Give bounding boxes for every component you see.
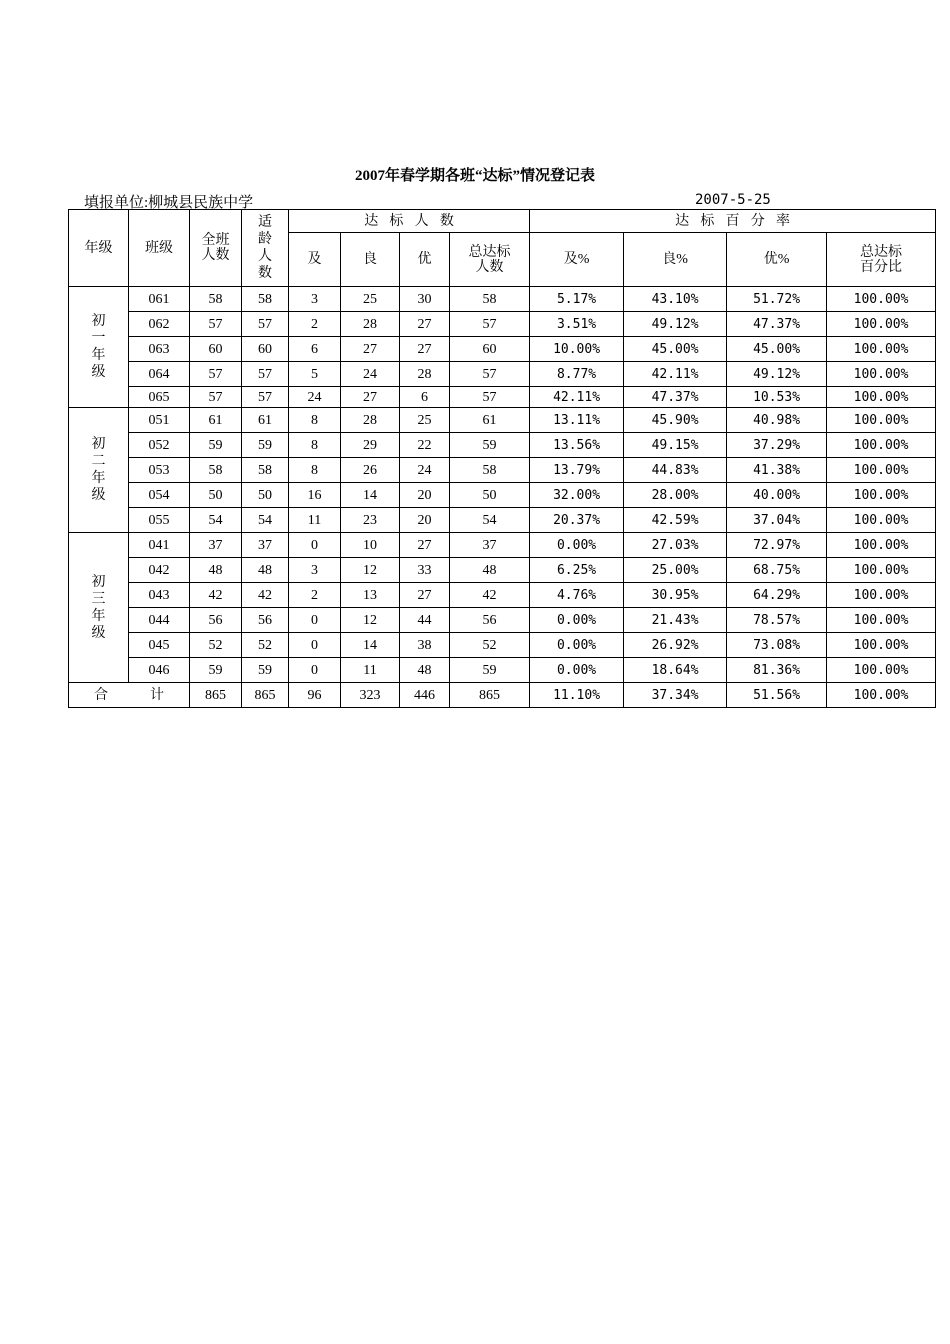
grade-char: 年: [91, 471, 106, 486]
pass-count-cell: 0: [289, 533, 341, 558]
total-row: [69, 683, 936, 708]
excellent-pct-cell: 78.57%: [727, 608, 827, 633]
header-count-char: 标: [389, 213, 415, 229]
total-qualified-cell: 57: [450, 387, 530, 408]
class-code-cell: 051: [129, 408, 190, 433]
good-pct-cell: 49.15%: [624, 433, 727, 458]
header-pass-pct: 及%: [530, 233, 624, 287]
sum-excellent-count-cell: 446: [400, 683, 450, 708]
excellent-pct-cell: 37.04%: [727, 508, 827, 533]
grade-char: 初: [91, 314, 106, 329]
excellent-count-cell: 27: [400, 312, 450, 337]
excellent-count-cell: 30: [400, 287, 450, 312]
excellent-count-cell: 28: [400, 362, 450, 387]
header-count-char: 达: [364, 213, 390, 229]
pass-pct-cell: 8.77%: [530, 362, 624, 387]
excellent-pct-cell: 40.98%: [727, 408, 827, 433]
age-students-cell: 59: [242, 658, 289, 683]
total-qualified-cell: 57: [450, 312, 530, 337]
age-students-cell: 57: [242, 387, 289, 408]
table-row: [69, 408, 936, 433]
sum-pass-count-cell: 96: [289, 683, 341, 708]
pass-count-cell: 0: [289, 633, 341, 658]
reporting-unit: 填报单位:柳城县民族中学: [84, 195, 254, 211]
pass-count-cell: 0: [289, 608, 341, 633]
age-students-cell: 37: [242, 533, 289, 558]
good-count-cell: 26: [341, 458, 400, 483]
header-age-char: 龄: [258, 232, 272, 247]
total-qualified-cell: 42: [450, 583, 530, 608]
header-count-char: 数: [439, 213, 454, 229]
good-pct-cell: 28.00%: [624, 483, 727, 508]
grade-char: 年: [91, 348, 106, 363]
excellent-pct-cell: 81.36%: [727, 658, 827, 683]
total-qualified-cell: 59: [450, 433, 530, 458]
pass-count-cell: 8: [289, 433, 341, 458]
good-count-cell: 10: [341, 533, 400, 558]
header-age-char: 数: [258, 266, 272, 281]
total-pct-cell: 100.00%: [827, 362, 936, 387]
age-students-cell: 57: [242, 312, 289, 337]
age-students-cell: 61: [242, 408, 289, 433]
table-row: [69, 608, 936, 633]
good-pct-cell: 21.43%: [624, 608, 727, 633]
excellent-count-cell: 25: [400, 408, 450, 433]
excellent-count-cell: 20: [400, 508, 450, 533]
class-code-cell: 053: [129, 458, 190, 483]
age-students-cell: 58: [242, 458, 289, 483]
total-pct-cell: 100.00%: [827, 483, 936, 508]
excellent-pct-cell: 68.75%: [727, 558, 827, 583]
pass-count-cell: 24: [289, 387, 341, 408]
class-code-cell: 062: [129, 312, 190, 337]
good-count-cell: 24: [341, 362, 400, 387]
class-code-cell: 042: [129, 558, 190, 583]
pass-count-cell: 8: [289, 458, 341, 483]
grade-cell: [69, 287, 129, 408]
pass-pct-cell: 32.00%: [530, 483, 624, 508]
table-row: [69, 287, 936, 312]
header-count-group: [289, 210, 530, 233]
total-students-cell: 59: [190, 433, 242, 458]
grade-char: 初: [91, 437, 106, 452]
total-pct-cell: 100.00%: [827, 658, 936, 683]
grade-char: 初: [91, 574, 106, 590]
header-total-pct: [827, 233, 936, 287]
pass-count-cell: 3: [289, 287, 341, 312]
total-qualified-cell: 57: [450, 362, 530, 387]
age-students-cell: 57: [242, 362, 289, 387]
header-total-students-line2: 人数: [201, 248, 230, 263]
excellent-pct-cell: 37.29%: [727, 433, 827, 458]
sum-age-students-cell: 865: [242, 683, 289, 708]
pass-count-cell: 6: [289, 337, 341, 362]
pass-count-cell: 0: [289, 658, 341, 683]
good-pct-cell: 49.12%: [624, 312, 727, 337]
table-row: [69, 558, 936, 583]
grade-char: 三: [91, 591, 106, 607]
excellent-pct-cell: 73.08%: [727, 633, 827, 658]
good-count-cell: 14: [341, 633, 400, 658]
pass-pct-cell: 13.11%: [530, 408, 624, 433]
class-code-cell: 045: [129, 633, 190, 658]
excellent-pct-cell: 72.97%: [727, 533, 827, 558]
good-count-cell: 28: [341, 408, 400, 433]
header-row-1: [69, 210, 936, 233]
total-label: [69, 683, 190, 708]
header-pct-group: [530, 210, 936, 233]
total-students-cell: 54: [190, 508, 242, 533]
good-pct-cell: 30.95%: [624, 583, 727, 608]
total-pct-cell: 100.00%: [827, 633, 936, 658]
class-code-cell: 064: [129, 362, 190, 387]
good-pct-cell: 27.03%: [624, 533, 727, 558]
header-age-students: [242, 210, 289, 287]
class-code-cell: 061: [129, 287, 190, 312]
good-count-cell: 25: [341, 287, 400, 312]
class-code-cell: 054: [129, 483, 190, 508]
class-code-cell: 065: [129, 387, 190, 408]
total-qualified-cell: 52: [450, 633, 530, 658]
pass-count-cell: 3: [289, 558, 341, 583]
pass-count-cell: 11: [289, 508, 341, 533]
good-count-cell: 27: [341, 337, 400, 362]
pass-pct-cell: 13.79%: [530, 458, 624, 483]
header-pct-char: 分: [750, 213, 776, 229]
good-pct-cell: 42.59%: [624, 508, 727, 533]
header-excellent: 优: [400, 233, 450, 287]
age-students-cell: 50: [242, 483, 289, 508]
total-qualified-cell: 60: [450, 337, 530, 362]
pass-pct-cell: 42.11%: [530, 387, 624, 408]
pass-pct-cell: 5.17%: [530, 287, 624, 312]
pass-pct-cell: 4.76%: [530, 583, 624, 608]
pass-count-cell: 5: [289, 362, 341, 387]
good-count-cell: 14: [341, 483, 400, 508]
total-students-cell: 57: [190, 312, 242, 337]
excellent-pct-cell: 47.37%: [727, 312, 827, 337]
class-code-cell: 046: [129, 658, 190, 683]
good-count-cell: 12: [341, 558, 400, 583]
header-grade: 年级: [69, 210, 129, 287]
total-pct-cell: 100.00%: [827, 533, 936, 558]
pass-pct-cell: 3.51%: [530, 312, 624, 337]
excellent-count-cell: 27: [400, 583, 450, 608]
total-students-cell: 50: [190, 483, 242, 508]
good-count-cell: 11: [341, 658, 400, 683]
class-code-cell: 055: [129, 508, 190, 533]
header-age-char: 适: [258, 215, 272, 230]
header-pass: 及: [289, 233, 341, 287]
good-count-cell: 12: [341, 608, 400, 633]
excellent-count-cell: 44: [400, 608, 450, 633]
table-row: [69, 533, 936, 558]
good-pct-cell: 18.64%: [624, 658, 727, 683]
header-excellent-pct: 优%: [727, 233, 827, 287]
pass-pct-cell: 6.25%: [530, 558, 624, 583]
header-total-students: [190, 210, 242, 287]
sum-total-pct-cell: 100.00%: [827, 683, 936, 708]
pass-pct-cell: 0.00%: [530, 533, 624, 558]
grade-cell: [69, 533, 129, 683]
pass-pct-cell: 0.00%: [530, 658, 624, 683]
age-students-cell: 56: [242, 608, 289, 633]
total-qualified-cell: 48: [450, 558, 530, 583]
header-age-char: 人: [258, 249, 272, 264]
total-label-char: 合: [94, 687, 108, 703]
good-count-cell: 27: [341, 387, 400, 408]
total-qualified-cell: 58: [450, 458, 530, 483]
excellent-pct-cell: 64.29%: [727, 583, 827, 608]
total-students-cell: 37: [190, 533, 242, 558]
excellent-count-cell: 33: [400, 558, 450, 583]
total-qualified-cell: 58: [450, 287, 530, 312]
pass-count-cell: 2: [289, 312, 341, 337]
excellent-pct-cell: 41.38%: [727, 458, 827, 483]
class-code-cell: 044: [129, 608, 190, 633]
total-students-cell: 56: [190, 608, 242, 633]
table-row: [69, 312, 936, 337]
table-row: [69, 508, 936, 533]
total-students-cell: 61: [190, 408, 242, 433]
header-total-qualified-line2: 人数: [475, 259, 504, 275]
total-pct-cell: 100.00%: [827, 387, 936, 408]
total-label-char: 计: [150, 687, 164, 703]
excellent-count-cell: 20: [400, 483, 450, 508]
total-pct-cell: 100.00%: [827, 558, 936, 583]
class-code-cell: 041: [129, 533, 190, 558]
sum-total-students-cell: 865: [190, 683, 242, 708]
good-pct-cell: 44.83%: [624, 458, 727, 483]
sum-excellent-pct-cell: 51.56%: [727, 683, 827, 708]
total-students-cell: 48: [190, 558, 242, 583]
excellent-pct-cell: 40.00%: [727, 483, 827, 508]
excellent-count-cell: 6: [400, 387, 450, 408]
header-total-pct-line2: 百分比: [860, 259, 903, 275]
grade-char: 级: [91, 488, 106, 503]
pass-pct-cell: 10.00%: [530, 337, 624, 362]
total-students-cell: 57: [190, 387, 242, 408]
header-count-char: 人: [414, 213, 440, 229]
age-students-cell: 60: [242, 337, 289, 362]
table-row: [69, 483, 936, 508]
good-pct-cell: 25.00%: [624, 558, 727, 583]
table-row: [69, 458, 936, 483]
total-pct-cell: 100.00%: [827, 433, 936, 458]
table-row: [69, 658, 936, 683]
excellent-pct-cell: 10.53%: [727, 387, 827, 408]
good-pct-cell: 42.11%: [624, 362, 727, 387]
report-date: 2007-5-25: [695, 192, 771, 208]
header-good-pct: 良%: [624, 233, 727, 287]
total-qualified-cell: 37: [450, 533, 530, 558]
good-count-cell: 23: [341, 508, 400, 533]
pass-pct-cell: 0.00%: [530, 633, 624, 658]
registration-table: [68, 209, 936, 708]
header-good: 良: [341, 233, 400, 287]
good-pct-cell: 47.37%: [624, 387, 727, 408]
pass-count-cell: 16: [289, 483, 341, 508]
total-pct-cell: 100.00%: [827, 458, 936, 483]
pass-pct-cell: 13.56%: [530, 433, 624, 458]
total-students-cell: 60: [190, 337, 242, 362]
excellent-pct-cell: 51.72%: [727, 287, 827, 312]
good-count-cell: 28: [341, 312, 400, 337]
class-code-cell: 063: [129, 337, 190, 362]
header-class: 班级: [129, 210, 190, 287]
header-total-qualified-line1: 总达标: [468, 244, 511, 260]
total-students-cell: 58: [190, 458, 242, 483]
total-qualified-cell: 56: [450, 608, 530, 633]
grade-char: 年: [91, 608, 106, 624]
grade-cell: [69, 408, 129, 533]
age-students-cell: 54: [242, 508, 289, 533]
excellent-count-cell: 27: [400, 337, 450, 362]
good-pct-cell: 45.90%: [624, 408, 727, 433]
header-pct-char: 标: [700, 213, 726, 229]
total-students-cell: 59: [190, 658, 242, 683]
class-code-cell: 043: [129, 583, 190, 608]
grade-char: 二: [91, 454, 106, 469]
age-students-cell: 48: [242, 558, 289, 583]
total-students-cell: 42: [190, 583, 242, 608]
total-pct-cell: 100.00%: [827, 608, 936, 633]
total-pct-cell: 100.00%: [827, 583, 936, 608]
header-total-pct-line1: 总达标: [860, 244, 903, 260]
table-row: [69, 362, 936, 387]
excellent-count-cell: 38: [400, 633, 450, 658]
total-qualified-cell: 50: [450, 483, 530, 508]
grade-char: 一: [91, 331, 106, 346]
sum-total-qualified-cell: 865: [450, 683, 530, 708]
age-students-cell: 59: [242, 433, 289, 458]
grade-char: 级: [91, 625, 106, 641]
sum-good-count-cell: 323: [341, 683, 400, 708]
total-qualified-cell: 59: [450, 658, 530, 683]
good-pct-cell: 43.10%: [624, 287, 727, 312]
pass-pct-cell: 20.37%: [530, 508, 624, 533]
excellent-count-cell: 48: [400, 658, 450, 683]
table-row: [69, 433, 936, 458]
table-row: [69, 387, 936, 408]
class-code-cell: 052: [129, 433, 190, 458]
total-students-cell: 58: [190, 287, 242, 312]
table-row: [69, 337, 936, 362]
age-students-cell: 52: [242, 633, 289, 658]
header-total-students-line1: 全班: [201, 233, 230, 248]
total-qualified-cell: 54: [450, 508, 530, 533]
total-students-cell: 57: [190, 362, 242, 387]
total-pct-cell: 100.00%: [827, 312, 936, 337]
header-total-qualified: [450, 233, 530, 287]
pass-pct-cell: 0.00%: [530, 608, 624, 633]
total-pct-cell: 100.00%: [827, 408, 936, 433]
table-row: [69, 633, 936, 658]
table-row: [69, 583, 936, 608]
total-pct-cell: 100.00%: [827, 287, 936, 312]
sum-pass-pct-cell: 11.10%: [530, 683, 624, 708]
sum-good-pct-cell: 37.34%: [624, 683, 727, 708]
good-count-cell: 13: [341, 583, 400, 608]
excellent-count-cell: 27: [400, 533, 450, 558]
pass-count-cell: 8: [289, 408, 341, 433]
good-pct-cell: 45.00%: [624, 337, 727, 362]
excellent-count-cell: 22: [400, 433, 450, 458]
good-pct-cell: 26.92%: [624, 633, 727, 658]
age-students-cell: 58: [242, 287, 289, 312]
excellent-count-cell: 24: [400, 458, 450, 483]
total-pct-cell: 100.00%: [827, 508, 936, 533]
excellent-pct-cell: 45.00%: [727, 337, 827, 362]
good-count-cell: 29: [341, 433, 400, 458]
total-students-cell: 52: [190, 633, 242, 658]
total-pct-cell: 100.00%: [827, 337, 936, 362]
header-pct-char: 百: [725, 213, 751, 229]
total-qualified-cell: 61: [450, 408, 530, 433]
grade-char: 级: [91, 365, 106, 380]
header-pct-char: 达: [675, 213, 701, 229]
header-pct-char: 率: [775, 213, 790, 229]
pass-count-cell: 2: [289, 583, 341, 608]
page-title: 2007年春学期各班“达标”情况登记表: [354, 168, 595, 184]
excellent-pct-cell: 49.12%: [727, 362, 827, 387]
age-students-cell: 42: [242, 583, 289, 608]
